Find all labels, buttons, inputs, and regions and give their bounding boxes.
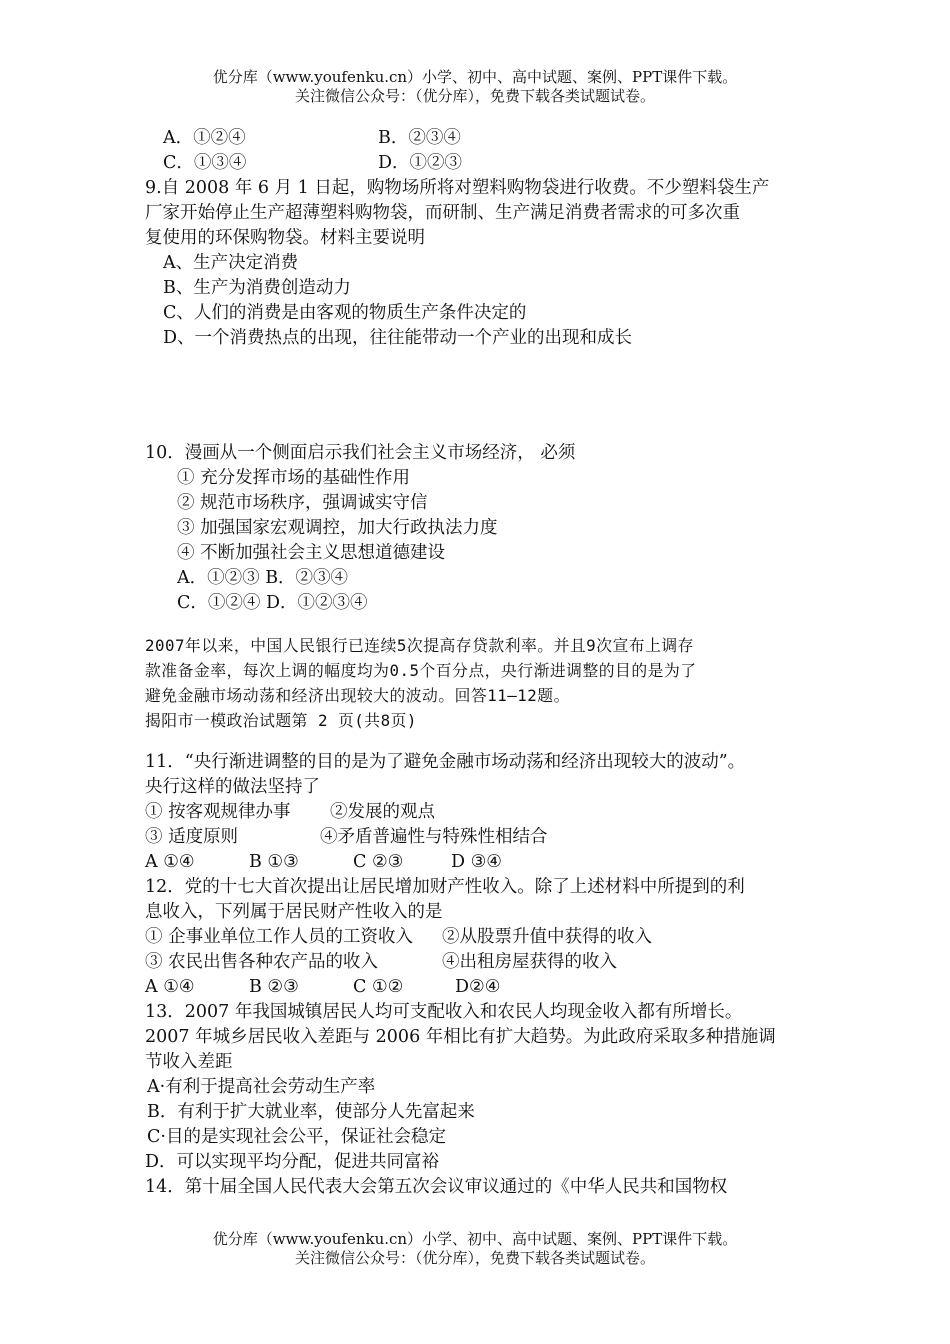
q9-stem-line: 9.自 2008 年 6 月 1 日起，购物场所将对塑料购物袋进行收费。不少塑料袋生产 bbox=[145, 178, 770, 198]
q12-answer-c: C ①② bbox=[353, 977, 404, 997]
q10-item-3: ③ 加强国家宏观调控，加大行政执法力度 bbox=[177, 518, 498, 538]
q10-item-1: ① 充分发挥市场的基础性作用 bbox=[177, 468, 411, 488]
q12-stem-line: 12．党的十七大首次提出让居民增加财产性收入。除了上述材料中所提到的利 bbox=[145, 877, 745, 897]
cartoon-placeholder-gap bbox=[145, 351, 825, 431]
page-header bbox=[0, 68, 950, 106]
q8-options-row-1 bbox=[145, 126, 825, 151]
material-line: 2007年以来，中国人民银行已连续5次提高存贷款利率。并且9次宣布上调存 bbox=[145, 636, 694, 655]
q11-item-4: ④矛盾普遍性与特殊性相结合 bbox=[320, 827, 548, 847]
q8-option-c: C．①③④ bbox=[163, 153, 247, 173]
q11-item-1: ① 按客观规律办事 bbox=[145, 802, 291, 822]
q12-answer-d: D②④ bbox=[455, 977, 501, 997]
q12-items-row-2 bbox=[145, 950, 825, 975]
q9-option-b: B、生产为消费创造动力 bbox=[163, 278, 351, 298]
q9-option-d: D、一个消费热点的出现，往往能带动一个产业的出现和成长 bbox=[163, 328, 633, 348]
footer-line-2: 关注微信公众号：（优分库），免费下载各类试题试卷。 bbox=[294, 1249, 655, 1267]
q9-stem-line: 复使用的环保购物袋。材料主要说明 bbox=[145, 228, 425, 248]
q9-option-a: A、生产决定消费 bbox=[163, 253, 299, 273]
q8-option-b: B．②③④ bbox=[378, 128, 461, 148]
page-footer-banner bbox=[0, 1230, 950, 1268]
q14-stem-line: 14．第十届全国人民代表大会第五次会议审议通过的《中华人民共和国物权 bbox=[145, 1177, 728, 1197]
q11-item-3: ③ 适度原则 bbox=[145, 827, 239, 847]
q12-stem-line: 息收入，下列属于居民财产性收入的是 bbox=[145, 902, 443, 922]
q11-items-row-2 bbox=[145, 825, 825, 850]
q9-stem-line: 厂家开始停止生产超薄塑料购物袋，而研制、生产满足消费者需求的可多次重 bbox=[145, 203, 740, 223]
q10-options-row-1: A．①②③ B．②③④ bbox=[177, 568, 349, 588]
q11-answer-d: D ③④ bbox=[451, 852, 502, 872]
footer-line-1: 优分库（www.youfenku.cn）小学、初中、高中试题、案例、PPT课件下载。 bbox=[212, 1230, 738, 1248]
q11-stem-line: 11．“央行渐进调整的目的是为了避免金融市场动荡和经济出现较大的波动”。 bbox=[145, 752, 746, 772]
q12-answer-a: A ①④ bbox=[145, 977, 195, 997]
q10-item-2: ② 规范市场秩序，强调诚实守信 bbox=[177, 493, 428, 513]
q8-option-d: D．①②③ bbox=[378, 153, 463, 173]
q11-items-row-1 bbox=[145, 800, 825, 825]
q10-item-4: ④ 不断加强社会主义思想道德建设 bbox=[177, 543, 446, 563]
q11-answer-a: A ①④ bbox=[145, 852, 195, 872]
q11-answer-c: C ②③ bbox=[353, 852, 404, 872]
q10-stem: 10．漫画从一个侧面启示我们社会主义市场经济， 必须 bbox=[145, 443, 576, 463]
q12-item-1: ① 企事业单位工作人员的工资收入 bbox=[145, 927, 414, 947]
q12-item-2: ②从股票升值中获得的收入 bbox=[442, 927, 652, 947]
q11-stem-line: 央行这样的做法坚持了 bbox=[145, 777, 320, 797]
q11-answers bbox=[145, 850, 825, 875]
page-number-footer: 揭阳市一模政治试题第 2 页(共8页) bbox=[145, 711, 417, 730]
q13-option-a: A·有利于提高社会劳动生产率 bbox=[147, 1077, 376, 1097]
q12-item-4: ④出租房屋获得的收入 bbox=[442, 952, 617, 972]
q11-item-2: ②发展的观点 bbox=[330, 802, 435, 822]
material-line: 避免金融市场动荡和经济出现较大的波动。回答11—12题。 bbox=[145, 686, 570, 705]
q12-answer-b: B ②③ bbox=[249, 977, 299, 997]
q12-items-row-1 bbox=[145, 925, 825, 950]
q13-option-c: C·目的是实现社会公平，保证社会稳定 bbox=[147, 1127, 446, 1147]
material-line: 款准备金率，每次上调的幅度均为0.5个百分点，央行渐进调整的目的是为了 bbox=[145, 661, 697, 680]
q8-option-a: A．①②④ bbox=[163, 128, 246, 148]
q13-stem-line: 13．2007 年我国城镇居民人均可支配收入和农民人均现金收入都有所增长。 bbox=[145, 1002, 743, 1022]
document-body bbox=[145, 126, 825, 1200]
q13-stem-line: 节收入差距 bbox=[145, 1052, 233, 1072]
q13-stem-line: 2007 年城乡居民收入差距与 2006 年相比有扩大趋势。为此政府采取多种措施调 bbox=[145, 1027, 776, 1047]
q12-answers bbox=[145, 975, 825, 1000]
q10-options-row-2: C．①②④ D．①②③④ bbox=[177, 593, 368, 613]
q13-option-b: B．有利于扩大就业率，使部分人先富起来 bbox=[147, 1102, 475, 1122]
q13-option-d: D．可以实现平均分配，促进共同富裕 bbox=[145, 1152, 440, 1172]
q12-item-3: ③ 农民出售各种农产品的收入 bbox=[145, 952, 379, 972]
header-line-2: 关注微信公众号：（优分库），免费下载各类试题试卷。 bbox=[294, 87, 655, 105]
header-line-1: 优分库（www.youfenku.cn）小学、初中、高中试题、案例、PPT课件下载。 bbox=[212, 68, 738, 86]
q8-options-row-2 bbox=[145, 151, 825, 176]
q11-answer-b: B ①③ bbox=[249, 852, 299, 872]
q9-option-c: C、人们的消费是由客观的物质生产条件决定的 bbox=[163, 303, 527, 323]
